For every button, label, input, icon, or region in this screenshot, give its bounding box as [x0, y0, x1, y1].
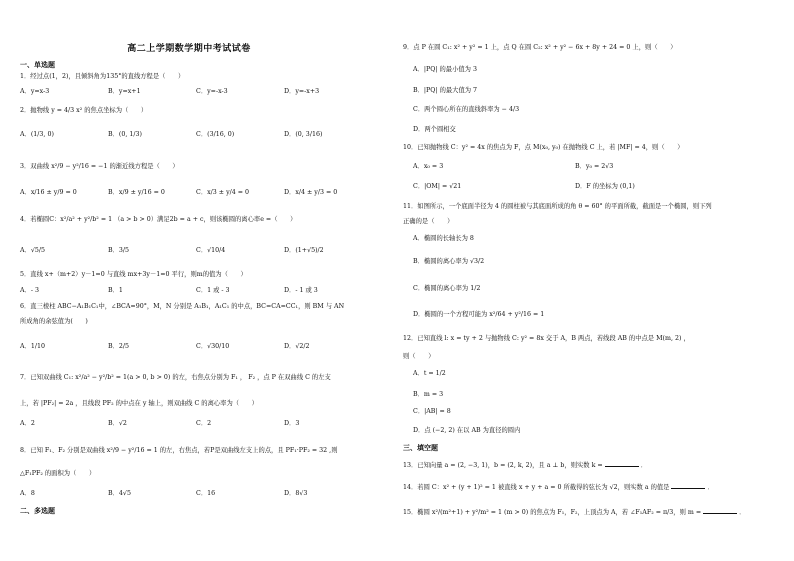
option-d[interactable]: D．x/4 ± y/3 = 0 — [284, 189, 338, 196]
option-c[interactable]: C．|AB| = 8 — [413, 408, 451, 415]
option-a[interactable]: A．t = 1/2 — [413, 370, 446, 377]
option-a[interactable]: A．- 3 — [20, 287, 39, 294]
question-8-line-2: △F₁PF₂ 的面积为（ ） — [20, 470, 96, 477]
section-single-choice: 一、单选题 — [20, 60, 55, 69]
option-c[interactable]: C．x/3 ± y/4 = 0 — [196, 189, 250, 196]
option-b[interactable]: B．(0, 1/3) — [108, 131, 142, 138]
option-b[interactable]: B．4√5 — [108, 490, 131, 497]
option-a[interactable]: A．1/10 — [20, 343, 45, 350]
option-a[interactable]: A．(1/3, 0) — [20, 131, 54, 138]
option-b[interactable]: B．|PQ| 的最大值为 7 — [413, 87, 478, 94]
question-9: 9．点 P 在圆 C₁: x² + y² = 1 上，点 Q 在圆 C₂: x² + y² − 6x + 8y + 24 = 0 上，则（ ） — [403, 44, 677, 51]
option-d[interactable]: D．两个圆相交 — [413, 126, 456, 133]
option-c[interactable]: C．y=-x-3 — [196, 88, 228, 95]
option-b[interactable]: B．2/5 — [108, 343, 130, 350]
question-5: 5．直线 x+（m+2）y－1=0 与直线 mx+3y－1=0 平行，则m的值为（ ） — [20, 271, 247, 278]
option-b[interactable]: B．x/9 ± y/16 = 0 — [108, 189, 165, 196]
option-b[interactable]: B．3/5 — [108, 247, 130, 254]
question-2-options — [20, 131, 358, 143]
question-6-line-1: 6．直三棱柱 ABC−A₁B₁C₁中，∠BCA=90°，M，N 分别是 A₁B₁，A₁C₁ 的中点，BC=CA=CC₁，则 BM 与 AN — [20, 303, 345, 310]
option-d[interactable]: D．F 的坐标为 (0,1) — [575, 183, 635, 190]
question-10: 10．已知抛物线 C：y² = 4x 的焦点为 F，点 M(x₀, y₀) 在抛物线 C 上，若 |MF| = 4，则（ ） — [403, 144, 684, 151]
question-8-options — [20, 490, 358, 502]
option-d[interactable]: D．(1+√5)/2 — [284, 247, 324, 254]
option-a[interactable]: A．8 — [20, 490, 35, 497]
option-c[interactable]: C．(3/16, 0) — [196, 131, 235, 138]
question-10-options-row-2 — [403, 183, 741, 195]
option-c[interactable]: C．椭圆的离心率为 1/2 — [413, 285, 481, 292]
option-d[interactable]: D．√2/2 — [284, 343, 310, 350]
question-11-line-1: 11．如图所示，一个底面半径为 4 的圆柱被与其底面所成的角 θ = 60° 的平面所截，截面是一个椭圆，则下列 — [403, 203, 712, 210]
option-a[interactable]: A．2 — [20, 420, 35, 427]
option-a[interactable]: A．x/16 ± y/9 = 0 — [20, 189, 77, 196]
option-c[interactable]: C．|OM| = √21 — [413, 183, 462, 190]
option-c[interactable]: C．16 — [196, 490, 216, 497]
question-12-line-1: 12．已知直线 l: x = ty + 2 与抛物线 C: y² = 8x 交于 A，B 两点，若线段 AB 的中点是 M(m, 2) ， — [403, 335, 690, 342]
option-b[interactable]: B．1 — [108, 287, 123, 294]
question-6-options — [20, 343, 358, 355]
option-a[interactable]: A．椭圆的长轴长为 8 — [413, 235, 474, 242]
question-1: 1．经过点(1，2)，且倾斜角为135°的直线方程是（ ） — [20, 73, 185, 80]
question-13-text: 13．已知向量 a = (2, −3, 1)，b = (2, k, 2)，且 a ⊥ b，则实数 k = — [403, 462, 603, 469]
question-6-line-2: 所成角的余弦值为( ) — [20, 318, 88, 325]
question-7-line-1: 7．已知双曲线 C₁: x²/a² − y²/b² = 1(a > 0, b > 0) 的左，右焦点分别为 F₁ ， F₂ ，点 P 在双曲线 C 的左支 — [20, 374, 331, 381]
question-11-line-2: 正确的是（ ） — [403, 218, 454, 225]
option-b[interactable]: B．m = 3 — [413, 391, 444, 398]
option-b[interactable]: B．椭圆的离心率为 √3/2 — [413, 258, 485, 265]
question-3-options — [20, 189, 358, 201]
question-1-options — [20, 88, 358, 100]
option-d[interactable]: D．- 1 或 3 — [284, 287, 318, 294]
question-4: 4．若椭圆C：x²/a² + y²/b² = 1 （a > b > 0）满足2b = a + c，则该椭圆的离心率e =（ ） — [20, 216, 297, 223]
section-multiple-choice: 二、多选题 — [20, 506, 55, 515]
answer-blank[interactable] — [703, 508, 737, 514]
question-5-options — [20, 287, 358, 299]
option-a[interactable]: A．|PQ| 的最小值为 3 — [413, 66, 477, 73]
option-a[interactable]: A．y=x-3 — [20, 88, 50, 95]
option-d[interactable]: D．3 — [284, 420, 300, 427]
option-c[interactable]: C．两个圆心所在的直线斜率为 − 4/3 — [413, 106, 520, 113]
question-14-text: 14．若圆 C：x² + (y + 1)² = 1 被直线 x + y + a = 0 所截得的弦长为 √2，则实数 a 的值是 — [403, 484, 670, 491]
option-d[interactable]: D．y=-x+3 — [284, 88, 320, 95]
question-2: 2．抛物线 y = 4/3 x² 的焦点坐标为（ ） — [20, 107, 148, 114]
answer-blank[interactable] — [671, 483, 705, 489]
answer-blank[interactable] — [605, 461, 639, 467]
option-d[interactable]: D．8√3 — [284, 490, 308, 497]
option-c[interactable]: C．√10/4 — [196, 247, 226, 254]
question-10-options-row-1 — [403, 163, 741, 175]
question-12-line-2: 则（ ） — [403, 353, 435, 360]
option-a[interactable]: A．√5/5 — [20, 247, 45, 254]
option-c[interactable]: C．2 — [196, 420, 212, 427]
question-13: 13．已知向量 a = (2, −3, 1)，b = (2, k, 2)，且 a ⊥ b，则实数 k = ． — [403, 462, 647, 469]
option-a[interactable]: A．x₀ = 3 — [413, 163, 444, 170]
question-3: 3．双曲线 x²/9 − y²/16 = −1 的渐近线方程是（ ） — [20, 163, 179, 170]
option-c[interactable]: C．1 或 - 3 — [196, 287, 230, 294]
option-d[interactable]: D．点 (−2, 2) 在以 AB 为直径的圆内 — [413, 427, 521, 434]
question-8-line-1: 8．已知 F₁、F₂ 分别是双曲线 x²/9 − y²/16 = 1 的左，右焦点，若P是双曲线左支上的点，且 PF₁·PF₂ = 32 ,则 — [20, 447, 338, 454]
question-7-options — [20, 420, 358, 432]
option-c[interactable]: C．√30/10 — [196, 343, 230, 350]
question-4-options — [20, 247, 358, 259]
option-b[interactable]: B．y=x+1 — [108, 88, 141, 95]
question-14: 14．若圆 C：x² + (y + 1)² = 1 被直线 x + y + a = 0 所截得的弦长为 √2，则实数 a 的值是 ． — [403, 484, 714, 491]
question-7-line-2: 上，若 |PF₂| = 2a ，且线段 PF₂ 的中点在 y 轴上，则双曲线 C 的离心率为（ ） — [20, 400, 258, 407]
option-b[interactable]: B．√2 — [108, 420, 127, 427]
page-title: 高二上学期数学期中考试试卷 — [127, 44, 251, 54]
question-15: 15．椭圆 x²/(m²+1) + y²/m² = 1 (m > 0) 的焦点为 F₁，F₂，上顶点为 A，若 ∠F₁AF₂ = π/3，则 m = ． — [403, 509, 746, 516]
section-fill-in: 三、填空题 — [403, 443, 438, 452]
option-b[interactable]: B．y₀ = 2√3 — [575, 163, 614, 170]
option-d[interactable]: D．(0, 3/16) — [284, 131, 323, 138]
question-15-text: 15．椭圆 x²/(m²+1) + y²/m² = 1 (m > 0) 的焦点为 F₁，F₂，上顶点为 A，若 ∠F₁AF₂ = π/3，则 m = — [403, 509, 702, 516]
option-d[interactable]: D．椭圆的一个方程可能为 x²/64 + y²/16 = 1 — [413, 311, 545, 318]
